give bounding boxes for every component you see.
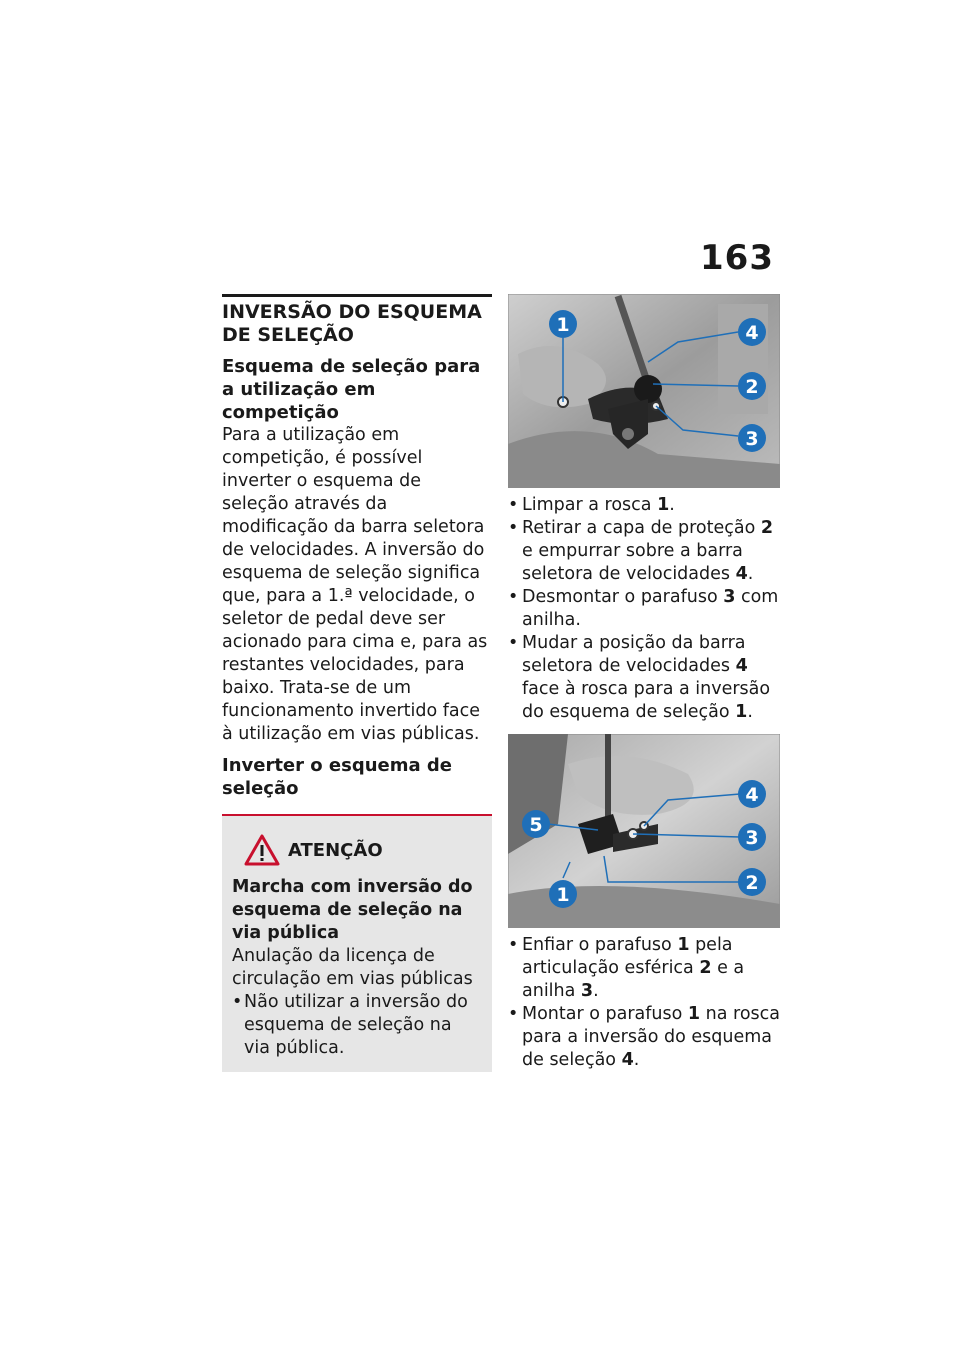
svg-text:2: 2 [745,872,759,894]
list-item: • Limpar a rosca 1. [508,495,675,515]
callout-2 [738,868,766,896]
steps-list-2 [508,934,780,1072]
left-column [222,294,492,1072]
warning-header [244,834,482,866]
section-title: INVERSÃO DO ESQUEMA DE SELEÇÃO [222,294,492,347]
warning-triangle-icon [244,834,280,866]
svg-text:4: 4 [745,784,759,806]
procedure-heading: Inverter o esquema de seleção [222,755,453,799]
svg-text:1: 1 [556,884,570,906]
callout-4 [738,780,766,808]
bullet-icon: • [232,992,243,1012]
callout-3 [738,424,766,452]
callout-1 [549,310,577,338]
warning-consequence: Anulação da licença de circulação em vias públicas [232,946,473,989]
svg-text:3: 3 [745,827,759,849]
warning-heading: Marcha com inversão do esquema de seleção na via pública [232,877,473,943]
svg-text:2: 2 [745,376,759,398]
steps-list-1 [508,494,780,724]
callout-1 [549,880,577,908]
list-item: • Desmontar o parafuso 3 com anilha. [508,587,779,630]
right-column [508,294,780,1082]
list-item: • Mudar a posição da barra seletora de velocidades 4 face à rosca para a inversão do esquema de seleção 1. [508,633,771,722]
warning-box [222,814,492,1072]
callout-2 [738,372,766,400]
body-paragraph: Para a utilização em competição, é possível inverter o esquema de seleção através da modificação da barra seletora de velocidades. A inversão do esquema de seleção significa que, para a 1.ª velocidade, o seletor de pedal deve ser acionado para cima e, para as restantes velocidades, para baixo. Trata-se de um funcionamento invertido face à utilização em vias públicas. [222,425,488,744]
callout-4 [738,318,766,346]
list-item: • Enfiar o parafuso 1 pela articulação esférica 2 e a anilha 3. [508,935,745,1001]
warning-action [232,991,482,1060]
svg-text:4: 4 [745,322,759,344]
warning-action-text: Não utilizar a inversão do esquema de seleção na via pública. [244,992,468,1058]
callout-3 [738,823,766,851]
list-item: • Retirar a capa de proteção 2 e empurrar sobre a barra seletora de velocidades 4. [508,518,774,584]
page-number: 163 [700,238,774,278]
callout-5 [522,810,550,838]
shift-lever-figure-2 [508,734,780,928]
svg-text:5: 5 [529,814,543,836]
shift-lever-figure-1 [508,294,780,488]
list-item: • Montar o parafuso 1 na rosca para a inversão do esquema de seleção 4. [508,1004,781,1070]
subheading: Esquema de seleção para a utilização em competição [222,356,481,423]
warning-title: ATENÇÃO [288,839,383,861]
svg-text:3: 3 [745,428,759,450]
svg-text:1: 1 [556,314,570,336]
